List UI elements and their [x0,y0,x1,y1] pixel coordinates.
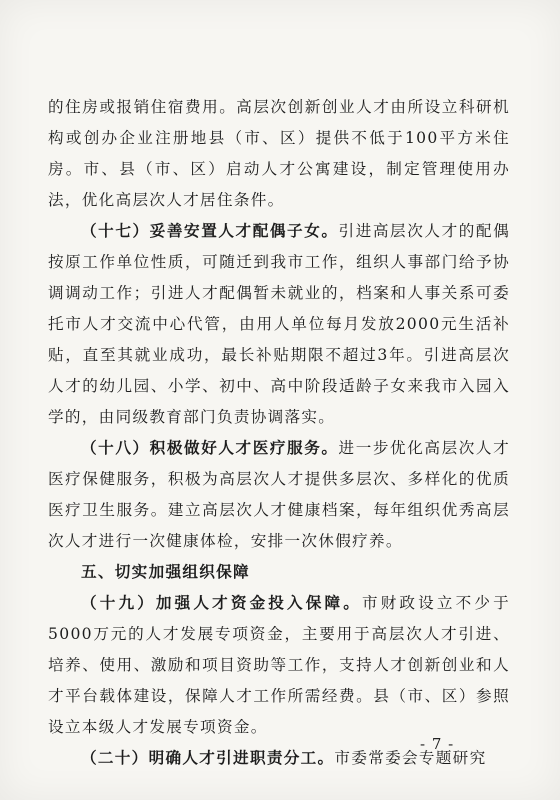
page-number: - 7 - [420,735,455,753]
paragraph-lead: （十七）妥善安置人才配偶子女。 [81,222,339,240]
paragraph-lead: （十八）积极做好人才医疗服务。 [81,439,339,457]
paragraph-housing-continued [48,92,510,216]
paragraph-lead: （十九）加强人才资金投入保障。 [81,594,362,612]
paragraph-text: 进一步优化高层次人才医疗保健服务，积极为高层次人才提供多层次、多样化的优质医疗卫生服务。建立高层次人才健康档案，每年组织优秀高层次人才进行一次健康体检，安排一次休假疗养。 [48,439,510,550]
paragraph-text: 的住房或报销住宿费用。高层次创新创业人才由所设立科研机构或创办企业注册地县（市、区）提供不低于100平方米住房。市、县（市、区）启动人才公寓建设，制定管理使用办法，优化高层次人才居住条件。 [48,98,510,209]
paragraph-text: 市委常委会专题研究 [334,749,487,767]
paragraph-text: 引进高层次人才的配偶按原工作单位性质，可随迁到我市工作，组织人事部门给予协调调动工作；引进人才配偶暂未就业的，档案和人事关系可委托市人才交流中心代管，由用人单位每月发放2000元生活补贴，直至其就业成功，最长补贴期限不超过3年。引进高层次人才的幼儿园、小学、初中、高中阶段适龄子女来我市入园入学的，由同级教育部门负责协调落实。 [48,222,510,426]
section-heading [48,557,510,588]
paragraph-lead: （二十）明确人才引进职责分工。 [81,749,335,767]
paragraph-funding [48,588,510,743]
document-body [48,92,510,774]
paragraph-spouse-children [48,216,510,433]
section-heading-text: 五、切实加强组织保障 [81,563,250,581]
paragraph-text: 市财政设立不少于5000万元的人才发展专项资金，主要用于高层次人才引进、培养、使用、激励和项目资助等工作，支持人才创新创业和人才平台载体建设，保障人才工作所需经费。县（市、区）参照设立本级人才发展专项资金。 [48,594,510,736]
paragraph-medical-service [48,433,510,557]
